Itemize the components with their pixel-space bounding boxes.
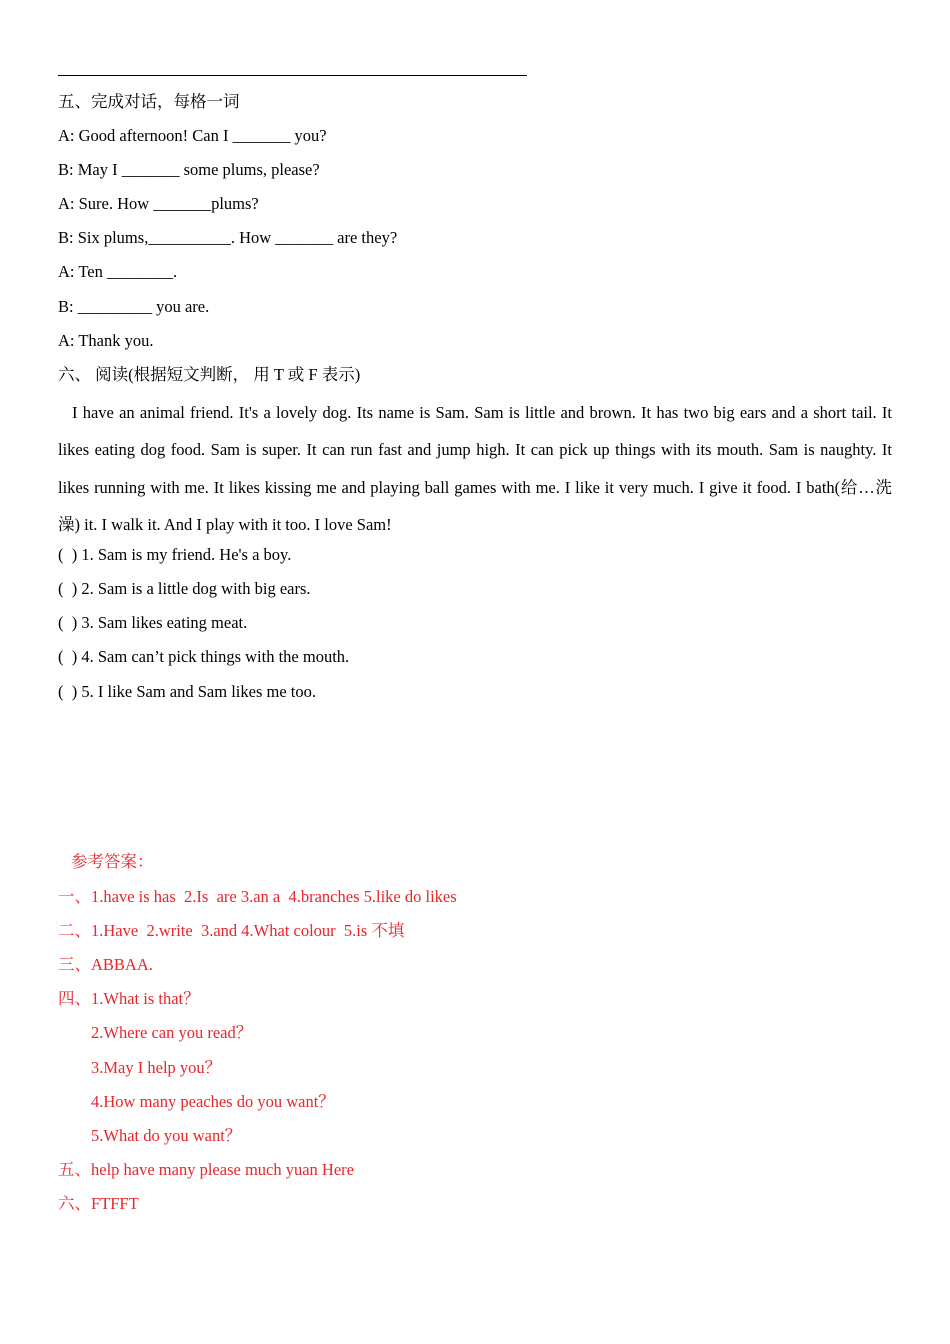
dialogue-line: B: Six plums,__________. How _______ are they? [58,228,398,247]
question-item: ( ) 4. Sam can’t pick things with the mouth. [58,647,350,666]
answer-line: 5.What do you want？ [91,1126,242,1145]
dialogue-line: A: Ten ________. [58,262,178,281]
answer-line: 一、1.have is has 2.Is are 3.an a 4.branches 5.like do likes [58,887,457,906]
section6-heading: 六、 阅读(根据短文判断， 用 T 或 F 表示) [58,365,361,384]
section5-heading: 五、完成对话，每格一词 [58,92,240,111]
answer-line: 三、ABBAA. [58,955,153,974]
dialogue-line: A: Thank you. [58,331,154,350]
question-item: ( ) 3. Sam likes eating meat. [58,613,248,632]
answer-line: 4.How many peaches do you want？ [91,1092,335,1111]
reading-passage: I have an animal friend. It's a lovely dog. Its name is Sam. Sam is little and brown. It has two big ears and a short tail. It likes eating dog food. Sam is super. It can run fast and jump high. It can pick up things with its mouth. Sam is naughty. It likes running with me. It likes kissing me and playing ball games with me. I like it very much. I give it food. I bath(给…洗澡) it. I walk it. And I play with it too. I love Sam! [58,403,892,534]
answer-key-title: 参考答案： [71,852,154,871]
answer-line: 二、1.Have 2.write 3.and 4.What colour 5.is 不填 [58,921,405,940]
top-rule [58,75,527,76]
question-item: ( ) 2. Sam is a little dog with big ears. [58,579,311,598]
dialogue-line: A: Sure. How _______plums? [58,194,259,213]
dialogue-line: B: May I _______ some plums, please? [58,160,320,179]
answer-line: 2.Where can you read？ [91,1023,253,1042]
dialogue-line: A: Good afternoon! Can I _______ you? [58,126,327,145]
question-item: ( ) 5. I like Sam and Sam likes me too. [58,682,316,701]
answer-line: 3.May I help you？ [91,1058,222,1077]
dialogue-line: B: _________ you are. [58,297,210,316]
answer-line: 六、FTFFT [58,1194,139,1213]
answer-line: 五、help have many please much yuan Here [58,1160,354,1179]
answer-line: 四、1.What is that？ [58,989,200,1008]
question-item: ( ) 1. Sam is my friend. He's a boy. [58,545,292,564]
